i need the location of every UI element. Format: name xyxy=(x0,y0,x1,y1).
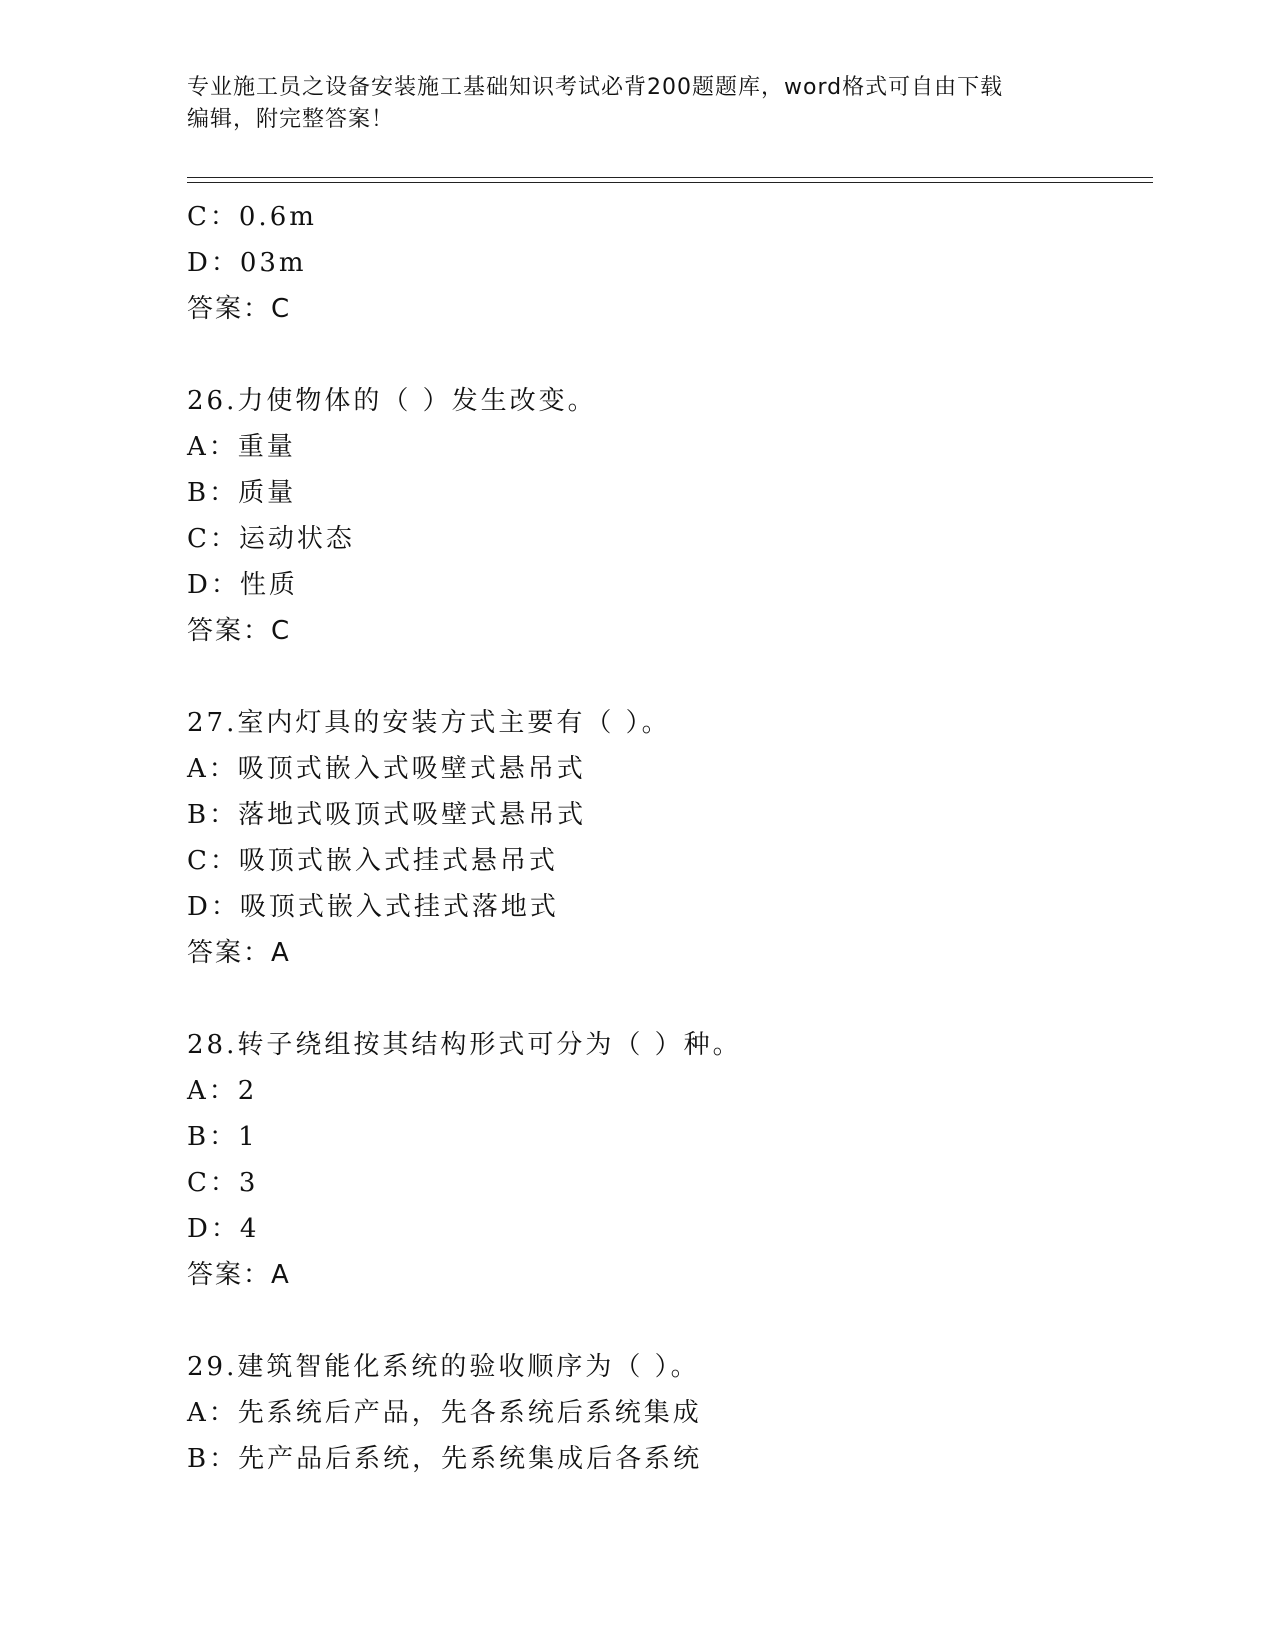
answer-line: 答案：A xyxy=(187,1260,291,1290)
option-d: D：03m xyxy=(187,248,307,278)
answer-line: 答案：C xyxy=(187,616,292,646)
header-title-line-1: 专业施工员之设备安装施工基础知识考试必背200题题库，word格式可自由下载 xyxy=(187,75,1004,100)
option-b: B：1 xyxy=(187,1122,258,1152)
option-b: B：质量 xyxy=(187,478,297,508)
question-block-27 xyxy=(187,700,1147,976)
option-c: C：3 xyxy=(187,1168,259,1198)
question-block-28 xyxy=(187,1022,1147,1298)
question-text: 29.建筑智能化系统的验收顺序为（ ）。 xyxy=(187,1352,700,1382)
question-block-25 xyxy=(187,194,1147,332)
document-header xyxy=(187,72,1087,136)
option-b: B：先产品后系统，先系统集成后各系统 xyxy=(187,1444,703,1474)
question-block-29 xyxy=(187,1344,1147,1482)
option-d: D：4 xyxy=(187,1214,260,1244)
option-a: A：吸顶式嵌入式吸壁式悬吊式 xyxy=(187,754,586,784)
answer-line: 答案：C xyxy=(187,294,292,324)
header-divider-bottom xyxy=(187,182,1153,183)
option-a: A：2 xyxy=(187,1076,258,1106)
spacer xyxy=(187,654,1147,700)
question-list xyxy=(187,194,1147,1482)
spacer xyxy=(187,1298,1147,1344)
option-c: C：运动状态 xyxy=(187,524,355,554)
option-c: C：吸顶式嵌入式挂式悬吊式 xyxy=(187,846,558,876)
option-d: D：吸顶式嵌入式挂式落地式 xyxy=(187,892,559,922)
option-a: A：重量 xyxy=(187,432,296,462)
spacer xyxy=(187,332,1147,378)
header-title-line-2: 编辑，附完整答案！ xyxy=(187,107,395,132)
question-text: 27.室内灯具的安装方式主要有（ ）。 xyxy=(187,708,671,738)
header-divider-top xyxy=(187,177,1153,178)
question-text: 28.转子绕组按其结构形式可分为（ ）种。 xyxy=(187,1030,742,1060)
option-b: B：落地式吸顶式吸壁式悬吊式 xyxy=(187,800,587,830)
option-c: C：0.6m xyxy=(187,202,317,232)
question-text: 26.力使物体的（ ）发生改变。 xyxy=(187,386,597,416)
question-block-26 xyxy=(187,378,1147,654)
answer-line: 答案：A xyxy=(187,938,291,968)
option-a: A：先系统后产品，先各系统后系统集成 xyxy=(187,1398,702,1428)
spacer xyxy=(187,976,1147,1022)
option-d: D：性质 xyxy=(187,570,298,600)
